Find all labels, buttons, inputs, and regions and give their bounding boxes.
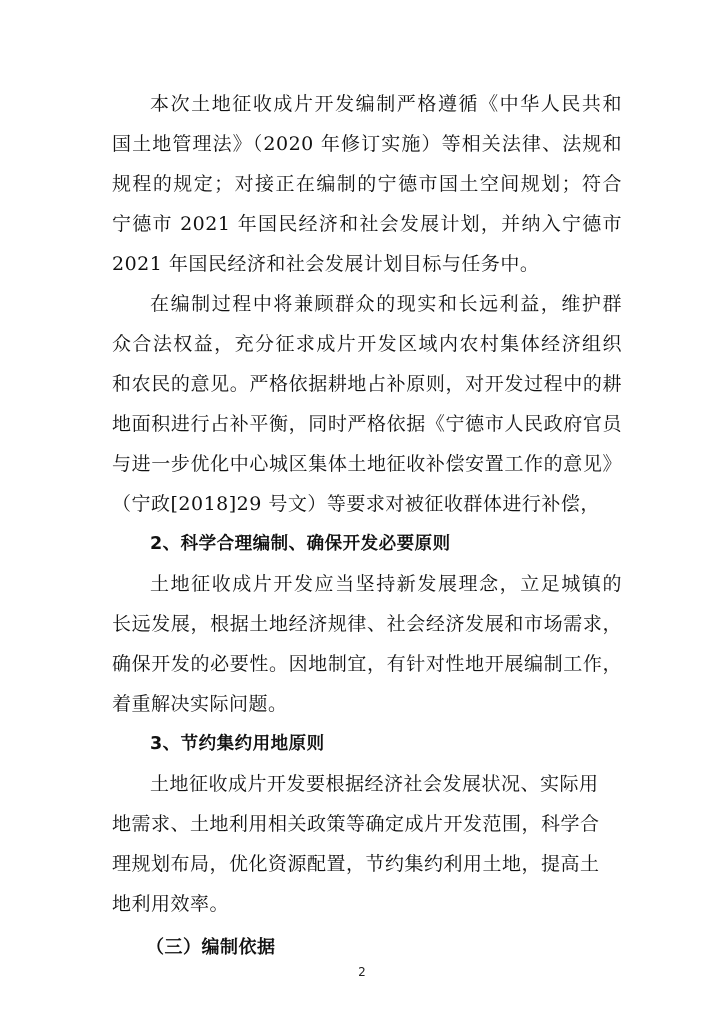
paragraph-1-line-2: 国土地管理法》（2020 年修订实施）等相关法律、法规和 (112, 133, 622, 155)
paragraph-3-line-1: 土地征收成片开发应当坚持新发展理念，立足城镇的 (150, 573, 622, 595)
paragraph-3-line-2: 长远发展，根据土地经济规律、社会经济发展和市场需求， (112, 613, 622, 635)
paragraph-2-line-5: 与进一步优化中心城区集体土地征收补偿安置工作的意见》 (112, 453, 622, 475)
paragraph-2-line-1: 在编制过程中将兼顾群众的现实和长远利益，维护群 (150, 293, 622, 315)
paragraph-1-line-5: 2021 年国民经济和社会发展计划目标与任务中。 (112, 253, 540, 275)
paragraph-2-line-2: 众合法权益，充分征求成片开发区域内农村集体经济组织 (112, 333, 622, 355)
paragraph-1-line-3: 规程的规定；对接正在编制的宁德市国土空间规划；符合 (112, 173, 622, 195)
section-heading-2: 2、科学合理编制、确保开发必要原则 (150, 534, 451, 554)
paragraph-4-line-1: 土地征收成片开发要根据经济社会发展状况、实际用 (150, 773, 599, 795)
paragraph-4-line-3: 理规划布局，优化资源配置，节约集约利用土地，提高土 (112, 853, 600, 875)
paragraph-2-line-6: （宁政[2018]29 号文）等要求对被征收群体进行补偿， (112, 493, 600, 515)
paragraph-1-line-1: 本次土地征收成片开发编制严格遵循《中华人民共和 (150, 93, 622, 115)
paragraph-4-line-4: 地利用效率。 (112, 893, 230, 915)
section-heading-3: 3、节约集约用地原则 (150, 734, 325, 754)
paragraph-3-line-4: 着重解决实际问题。 (112, 693, 288, 715)
paragraph-4-line-2: 地需求、土地利用相关政策等确定成片开发范围，科学合 (112, 813, 600, 835)
paragraph-2-line-3: 和农民的意见。严格依据耕地占补原则，对开发过程中的耕 (112, 373, 622, 395)
paragraph-2-line-4: 地面积进行占补平衡，同时严格依据《宁德市人民政府官员 (112, 413, 622, 435)
paragraph-1-line-4: 宁德市 2021 年国民经济和社会发展计划，并纳入宁德市 (112, 213, 622, 235)
section-heading-compilation-basis: （三）编制依据 (146, 937, 276, 958)
paragraph-3-line-3: 确保开发的必要性。因地制宜，有针对性地开展编制工作， (112, 653, 622, 675)
page-number: 2 (358, 965, 366, 979)
